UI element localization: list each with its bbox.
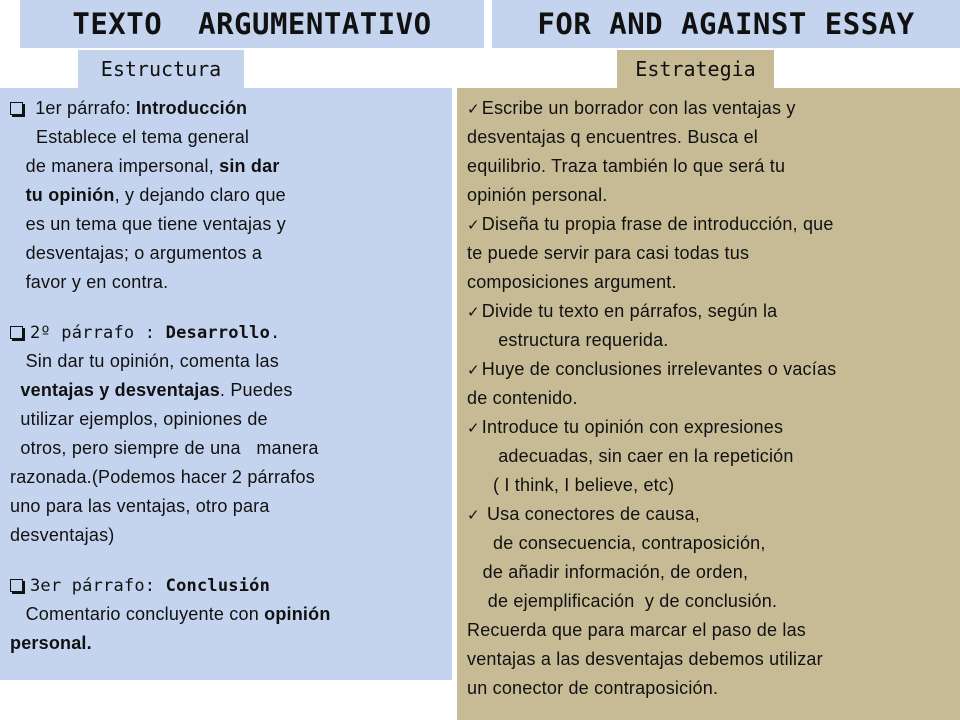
paragraph-2-heading: 2º párrafo : Desarrollo.: [10, 318, 448, 347]
checkmark-icon: ✓: [467, 101, 480, 118]
checkmark-icon: ✓: [467, 362, 480, 379]
text-line: desventajas; o argumentos a: [10, 243, 263, 263]
square-bullet-icon: [10, 579, 23, 592]
text-line: Establece el tema general: [10, 127, 250, 147]
tab-estrategia: Estrategia: [617, 50, 774, 88]
strategy-line: ventajas a las desventajas debemos utilizar: [467, 649, 823, 669]
strategy-line: adecuadas, sin caer en la repetición: [467, 446, 794, 466]
strategy-line: de contenido.: [467, 388, 578, 408]
title-for-and-against-essay: FOR AND AGAINST ESSAY: [492, 0, 960, 48]
checkmark-icon: ✓: [467, 420, 480, 437]
checkmark-icon: ✓: [467, 304, 480, 321]
strategy-item: ✓ Huye de conclusiones irrelevantes o vacías: [467, 359, 837, 379]
estructura-text: [10, 94, 448, 658]
strategy-line: composiciones argument.: [467, 272, 677, 292]
text-line: favor y en contra.: [10, 272, 169, 292]
checkmark-icon: ✓: [467, 507, 480, 524]
text-line: otros, pero siempre de una manera: [10, 438, 319, 458]
text-line: tu opinión, y dejando claro que: [10, 185, 286, 205]
text-line: es un tema que tiene ventajas y: [10, 214, 286, 234]
paragraph-1-heading: 1er párrafo: Introducción: [10, 94, 448, 123]
strategy-line: ( I think, I believe, etc): [467, 475, 675, 495]
text-line: Sin dar tu opinión, comenta las: [10, 351, 279, 371]
title-texto-argumentativo: TEXTO ARGUMENTATIVO: [20, 0, 484, 48]
text-line: Comentario concluyente con opinión: [10, 604, 331, 624]
text-line: ventajas y desventajas. Puedes: [10, 380, 293, 400]
text-line: desventajas): [10, 525, 115, 545]
strategy-line: de añadir información, de orden,: [467, 562, 749, 582]
strategy-item: ✓ Usa conectores de causa,: [467, 504, 700, 524]
strategy-line: equilibrio. Traza también lo que será tu: [467, 156, 786, 176]
text-line: uno para las ventajas, otro para: [10, 496, 270, 516]
strategy-line: un conector de contraposición.: [467, 678, 719, 698]
text-line: utilizar ejemplos, opiniones de: [10, 409, 268, 429]
strategy-line: estructura requerida.: [467, 330, 669, 350]
strategy-item: ✓ Divide tu texto en párrafos, según la: [467, 301, 778, 321]
text-line: personal.: [10, 633, 92, 653]
square-bullet-icon: [10, 102, 23, 115]
checkmark-icon: ✓: [467, 217, 480, 234]
estrategia-text: [467, 94, 957, 703]
square-bullet-icon: [10, 326, 23, 339]
tab-estructura: Estructura: [78, 50, 244, 88]
strategy-item: ✓ Introduce tu opinión con expresiones: [467, 417, 784, 437]
text-line: de manera impersonal, sin dar: [10, 156, 280, 176]
strategy-line: opinión personal.: [467, 185, 608, 205]
strategy-line: de ejemplificación y de conclusión.: [467, 591, 778, 611]
strategy-item: ✓ Escribe un borrador con las ventajas y: [467, 98, 796, 118]
strategy-line: de consecuencia, contraposición,: [467, 533, 766, 553]
text-line: razonada.(Podemos hacer 2 párrafos: [10, 467, 315, 487]
strategy-line: te puede servir para casi todas tus: [467, 243, 750, 263]
strategy-line: desventajas q encuentres. Busca el: [467, 127, 758, 147]
strategy-item: ✓ Diseña tu propia frase de introducción, que: [467, 214, 834, 234]
paragraph-3-heading: 3er párrafo: Conclusión: [10, 571, 448, 600]
strategy-line: Recuerda que para marcar el paso de las: [467, 620, 806, 640]
